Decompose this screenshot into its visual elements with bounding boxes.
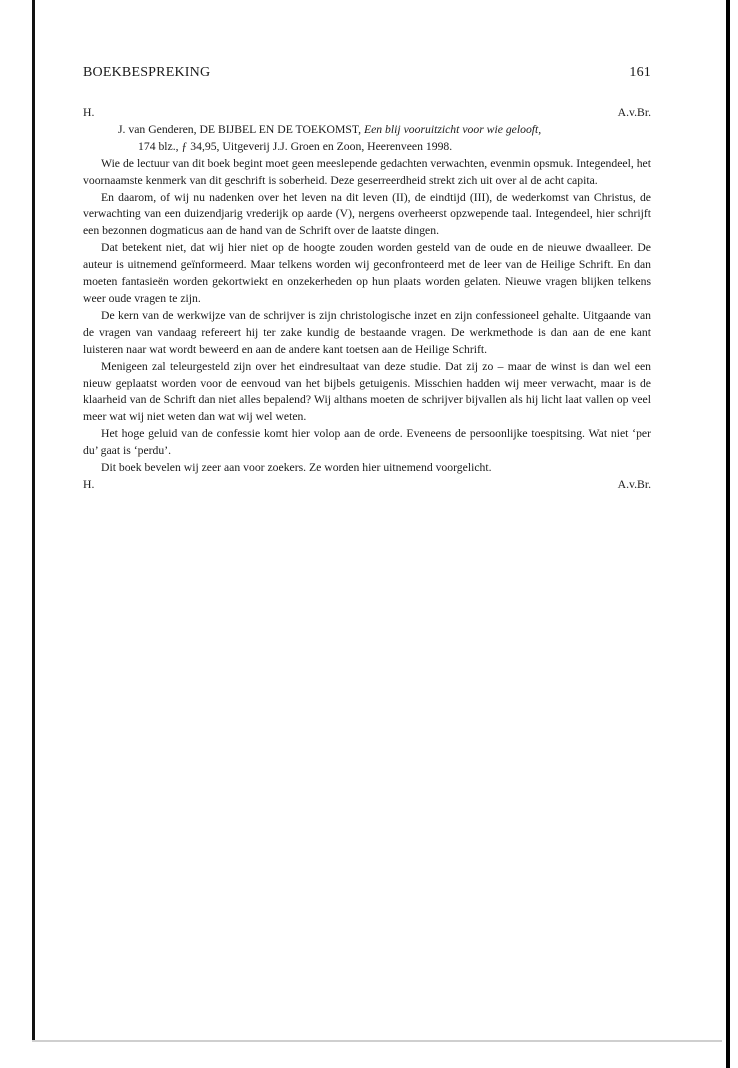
citation-subtitle: Een blij vooruitzicht voor wie gelooft, — [363, 122, 542, 136]
review-paragraph: De kern van de werkwijze van de schrijver is zijn christologische inzet en zijn confessioneel gehalte. Uitgaande van de vragen van vandaag refereert hij ter zake kundig de bestaande vragen. De werkmethode is dan aan de ene kant luisteren naar wat wordt beweerd en aan de andere kant toetsen aan de Heilige Schrift. — [83, 308, 651, 356]
citation-details: 174 blz., ƒ 34,95, Uitgeverij J.J. Groen en Zoon, Heerenveen 1998. — [138, 139, 453, 153]
scan-border-bottom — [32, 1040, 722, 1042]
citation-author: J. van Genderen, — [118, 122, 197, 136]
signature-author: A.v.Br. — [617, 106, 651, 119]
review-paragraph: Dit boek bevelen wij zeer aan voor zoekers. Ze worden hier uitnemend voorgelicht. — [101, 461, 492, 475]
scan-border-left — [32, 0, 35, 1042]
section-title: BOEKBESPREKING — [83, 65, 211, 80]
review-body — [83, 105, 651, 494]
signature-author: A.v.Br. — [617, 477, 651, 491]
top-signature-row — [83, 105, 651, 122]
review-paragraph: Het hoge geluid van de confessie komt hier volop aan de orde. Eveneens de persoonlijke toespitsing. Wat niet ‘per du’ gaat is ‘perdu’. — [83, 427, 651, 458]
review-paragraph: Menigeen zal teleurgesteld zijn over het eindresultaat van deze studie. Dat zij zo – maar de winst is dan wel een nieuw geplaatst worden voor de eenvoud van het bijbels getuigenis. Misschien hadden wij meer verwacht, maar is de klaarheid van de Schrift dan niet alles bepalend? Wij althans moeten de schrijver bijvallen als hij licht laat vallen op veel meer wat wij niet weten dan wat wij wel weten. — [83, 359, 651, 424]
review-paragraph: Dat betekent niet, dat wij hier niet op de hoogte zouden worden gesteld van de oude en de nieuwe dwaalleer. De auteur is uitnemend geïnformeerd. Maar telkens worden wij geconfronteerd met de leer van de Heilige Schrift. En dan moeten fantasieën worden gekortwiekt en onzekerheden op hun plaats worden gelaten. Nieuwe vragen blijken telkens weer oude vragen te zijn. — [83, 241, 651, 305]
bottom-signature-row — [83, 477, 651, 494]
citation-title: DE BIJBEL EN DE TOEKOMST, — [199, 122, 362, 136]
page-number: 161 — [629, 65, 651, 80]
book-citation — [83, 122, 651, 156]
signature-initial: H. — [83, 477, 95, 491]
signature-initial: H. — [83, 106, 95, 119]
document-page — [83, 64, 651, 494]
scan-border-right — [726, 0, 730, 1068]
running-header — [83, 64, 651, 82]
review-paragraph: En daarom, of wij nu nadenken over het leven na dit leven (II), de eindtijd (III), de wederkomst van Christus, de verwachting van een duizendjarig vrederijk op aarde (V), nergens overheerst opzwepende taal. Integendeel, hier schrijft een bezonnen dogmaticus aan de hand van de Schrift over de laatste dingen. — [83, 190, 651, 238]
review-paragraph: Wie de lectuur van dit boek begint moet geen meeslepende gedachten verwachten, evenmin opsmuk. Integendeel, het voornaamste kenmerk van dit geschrift is soberheid. Deze geserreerdheid strekt zich uit over al de acht capita. — [83, 156, 651, 187]
citation-line-1 — [118, 122, 651, 139]
